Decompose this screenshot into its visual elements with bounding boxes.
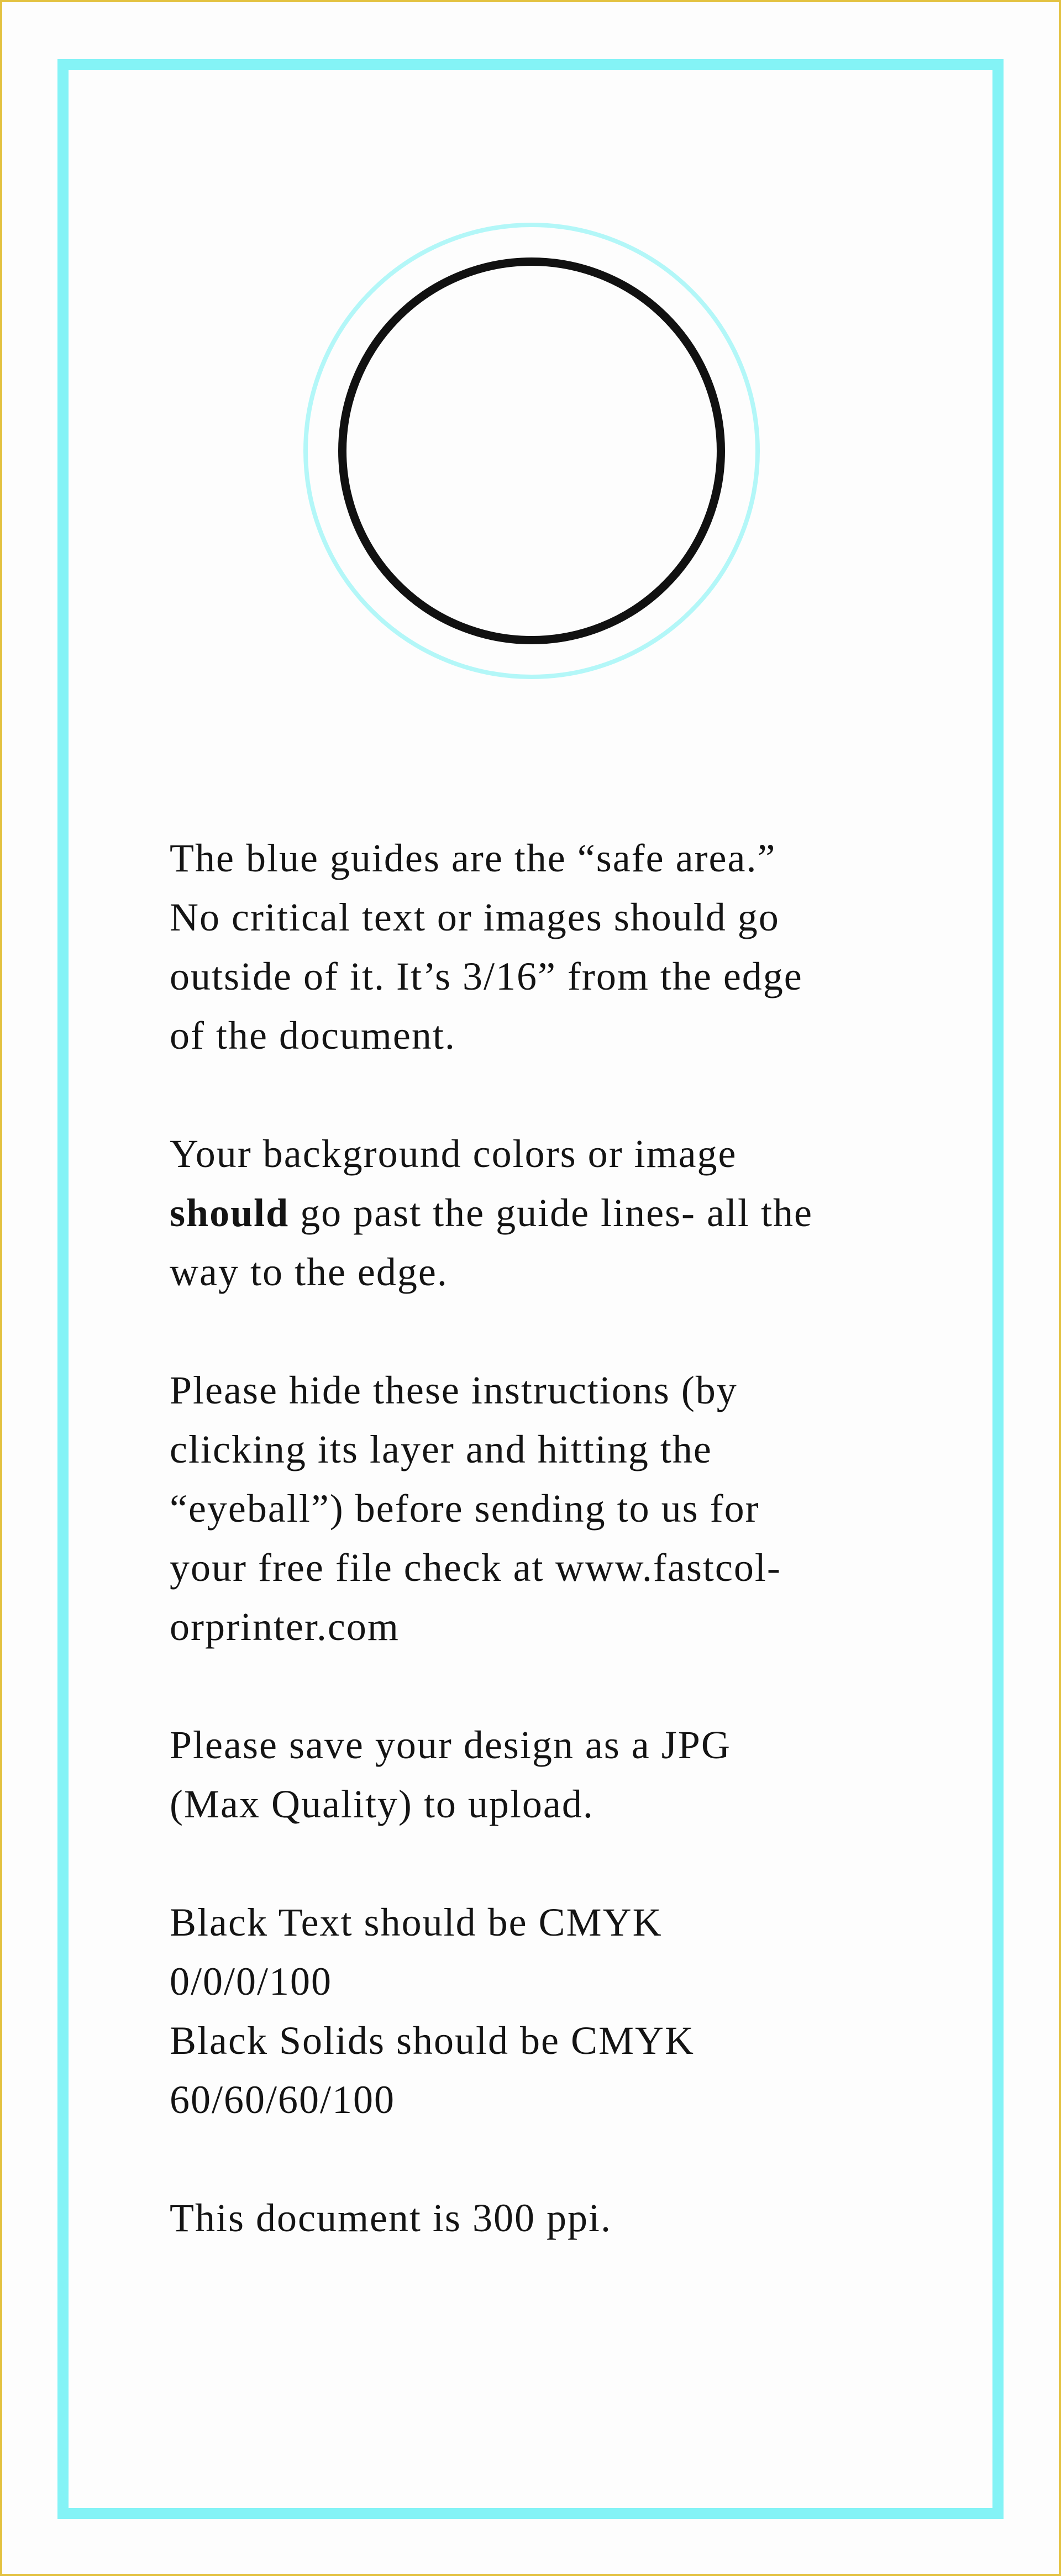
text-line (170, 1184, 943, 1243)
text-line: outside of it. It’s 3/16” from the edge (170, 954, 803, 998)
text-line: The blue guides are the “safe area.” (170, 836, 776, 880)
emphasis-should: should (170, 1191, 290, 1235)
text-line: clicking its layer and hitting the (170, 1427, 712, 1471)
hanger-hole-outline (338, 257, 725, 644)
text-line: “eyeball”) before sending to us for (170, 1486, 760, 1531)
text-line: This document is 300 ppi. (170, 2196, 612, 2240)
save-paragraph (170, 1716, 943, 1834)
text-line: Black Text should be CMYK (170, 1900, 663, 1944)
text-line: Please save your design as a JPG (170, 1723, 731, 1767)
text-line: Please hide these instructions (by (170, 1368, 738, 1412)
background-paragraph (170, 1124, 943, 1302)
text-line: your free file check at www.fastcol- (170, 1545, 781, 1590)
cmyk-paragraph (170, 1893, 943, 2130)
instructions-text (170, 829, 943, 2248)
text-line: No critical text or images should go (170, 895, 780, 939)
text-line: (Max Quality) to upload. (170, 1782, 594, 1826)
text-line: of the document. (170, 1013, 456, 1058)
resolution-paragraph (170, 2189, 943, 2248)
text-line: 60/60/60/100 (170, 2078, 396, 2122)
text-line: 0/0/0/100 (170, 1959, 333, 2004)
text-line-rest: go past the guide lines- all the (289, 1191, 813, 1235)
text-line: Your background colors or image (170, 1132, 737, 1176)
safe-area-paragraph (170, 829, 943, 1065)
text-line: way to the edge. (170, 1250, 448, 1294)
hide-instructions-paragraph (170, 1361, 943, 1657)
text-line: orprinter.com (170, 1605, 400, 1649)
text-line: Black Solids should be CMYK (170, 2018, 695, 2063)
